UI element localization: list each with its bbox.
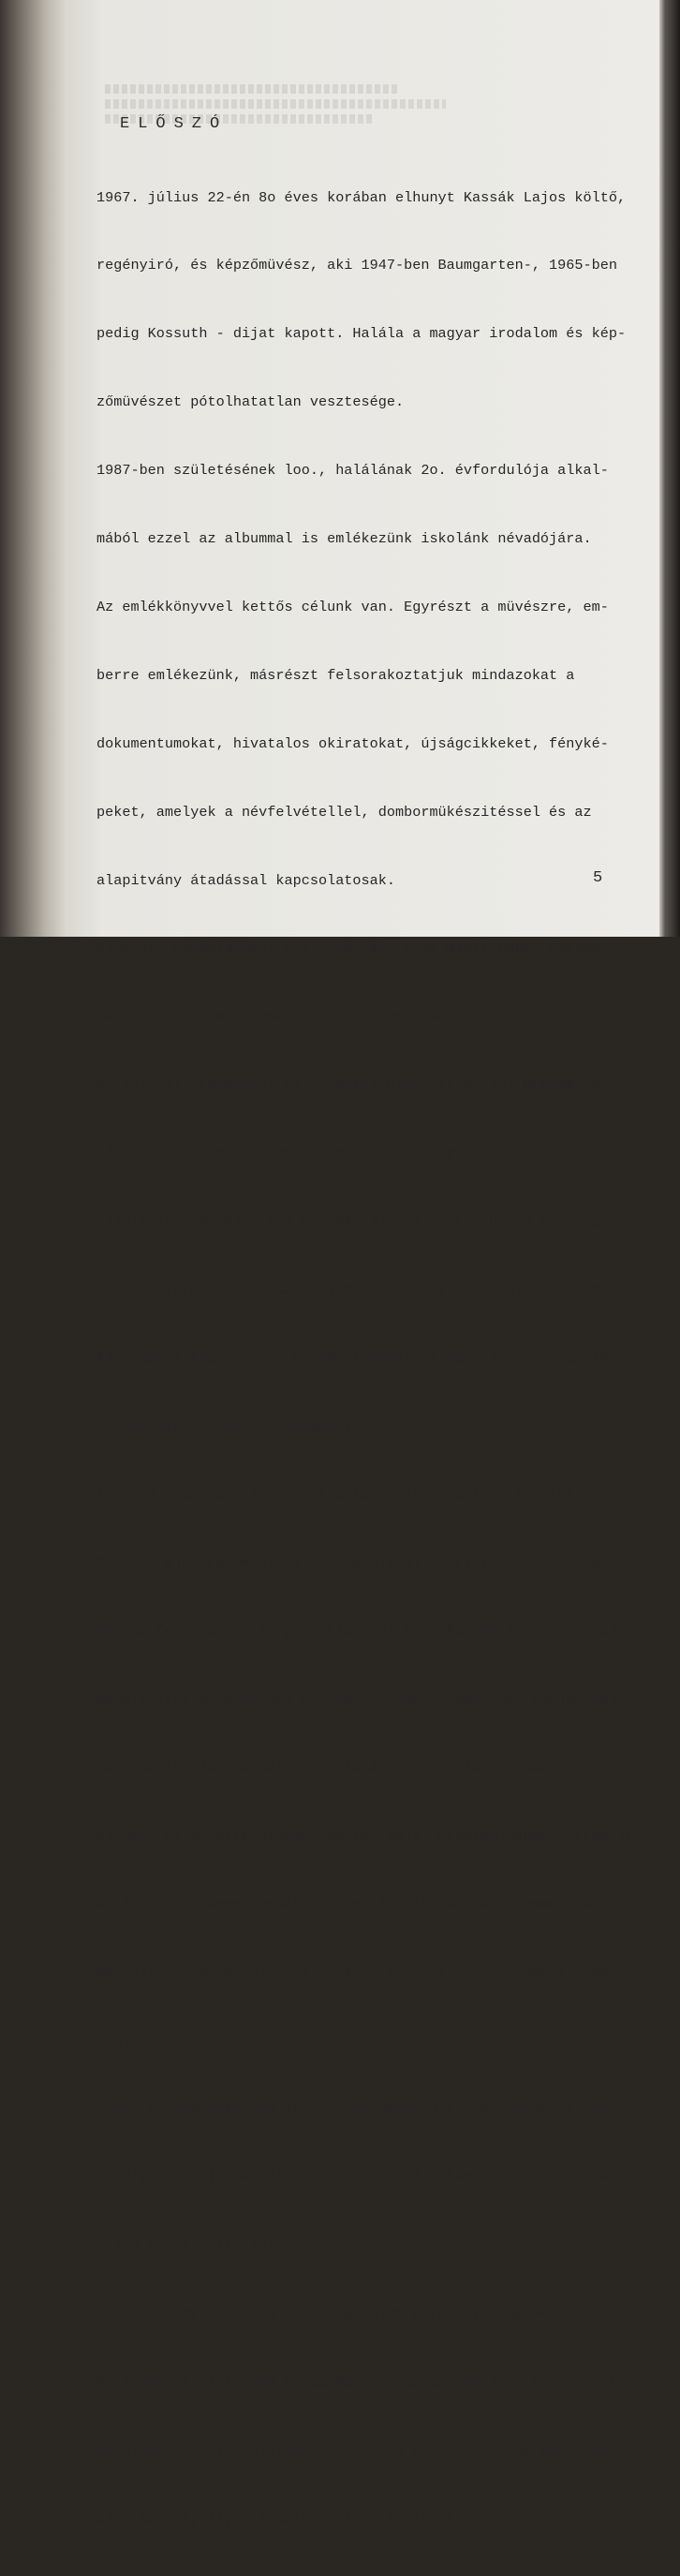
text-line: iskolánkat. A választás Kassák Lajosra esett. Ugyan ebben az [96,1212,609,1230]
book-edge [659,0,680,937]
text-line: mondjunk, és tiszteletünket fejezzük ki azért, hogy bennünket, [96,2441,627,2459]
text-line: 1967. július 22-én 8o éves korában elhunyt Kassák Lajos költő, [96,188,627,206]
text-line: Lajos nevét vette fel. [96,2237,285,2255]
text-line: megtöltése, a névfelvétel előkészitése, és ünnepségének lebo- [96,1963,617,1981]
text-line: nyolitása. [96,2032,183,2050]
text-line: pedig Kossuth - dijat kapott. Halála a magyar irodalom és kép- [96,325,627,343]
text-line: Megalakitottuk a Kassák Emlékbizottságot, amelynek tagjai vol- [96,1691,627,1709]
text-line: Kassák Lajos Emlékmúzeum igazgatójával Csaplár Ferenccel, a [96,1554,600,1572]
text-line: regényiró, és képzőmüvész, aki 1947-ben Baumgarten-, 1965-ben [96,257,617,274]
text-line: az utódokat, ilyen lehetőségekhez juttatott. [96,2509,473,2527]
text-line: 1977/78. tanévben felvettük a kapcsolatot a III. kerületi [96,1486,584,1503]
text-line: Az 1976/77. tanévben: raj, tantestületi és Szülői Munkaközös- [96,1076,617,1094]
text-line: Ennek eredményeképpen 1979. szeptember 3-án, a tanévnyitó ün- [96,2100,617,2118]
text-line: zőmüvészet pótolhatatlan vesztesége. [96,393,405,411]
text-line: Lajosra esett a választás a névfelvételkor. [96,1008,464,1026]
text-line: az 1978/79. tanév Kassák évvé nyilvánitása, tartalommal való [96,1895,609,1913]
text-line: inkban miben lehet példaképünk. [96,1417,362,1435]
text-line: elnöke, és az úttörőtanács egyik tagja. Programjukban szerepelt [96,1827,635,1844]
text-line: Először, gondolatban, tekintsük át, hogy miért éppen Kassák [96,940,600,957]
text-line: Az emlékkönyvvel kettős célunk van. Egyrészt a müvészre, em- [96,598,609,615]
text-line: ségi szinten folytattunk vizsgálódást, hogy kiről nevezzük el [96,1145,617,1162]
preface-body [96,141,635,2576]
text-line: 1987-ben születésének loo., halálának 2o. évfordulója alkal- [96,462,609,480]
text-line: Miklósnénak, iskolánk nyugalmazott igazgatónőjének köszönetet [96,2374,617,2391]
text-line: dokumentumokat, hivatalos okiratokat, újságcikkeket, fényké- [96,734,609,752]
text-line: alapitvány átadással kapcsolatosak. [96,871,395,889]
text-line: kásságával kapcsolatos dokumentumokat. Tudatositottuk tanuló- [96,1349,617,1367]
text-line: mából ezzel az albummal is emlékezünk iskolánk névadójára. [96,530,592,548]
text-line: nepélyen, a XIII.kerület Váci út 61. Általános Iskola, Kassák [96,2169,617,2186]
text-line: berre emlékezünk, másrészt felsorakoztatjuk mindazokat a [96,666,575,684]
page-heading: ELŐSZÓ [120,115,229,133]
text-line: Az emlékkönyv kiadása kiváló alkalom arra is, hogy Melicher [96,2305,600,2323]
text-line: évben úttörőinkkel összegyüjtettük Kassák Lajos életével, mun- [96,1281,627,1298]
text-line: müvész feleségével Kárpáti Klárával és a Kassák-kör tagjaival. [96,1622,627,1640]
page-number: 5 [593,869,603,887]
text-line: peket, amelyek a névfelvétellel, dombormükészitéssel és az [96,803,592,821]
text-line: tak: az iskola igazgatónője, tanárai, a szülői munkaközösség [96,1759,609,1777]
